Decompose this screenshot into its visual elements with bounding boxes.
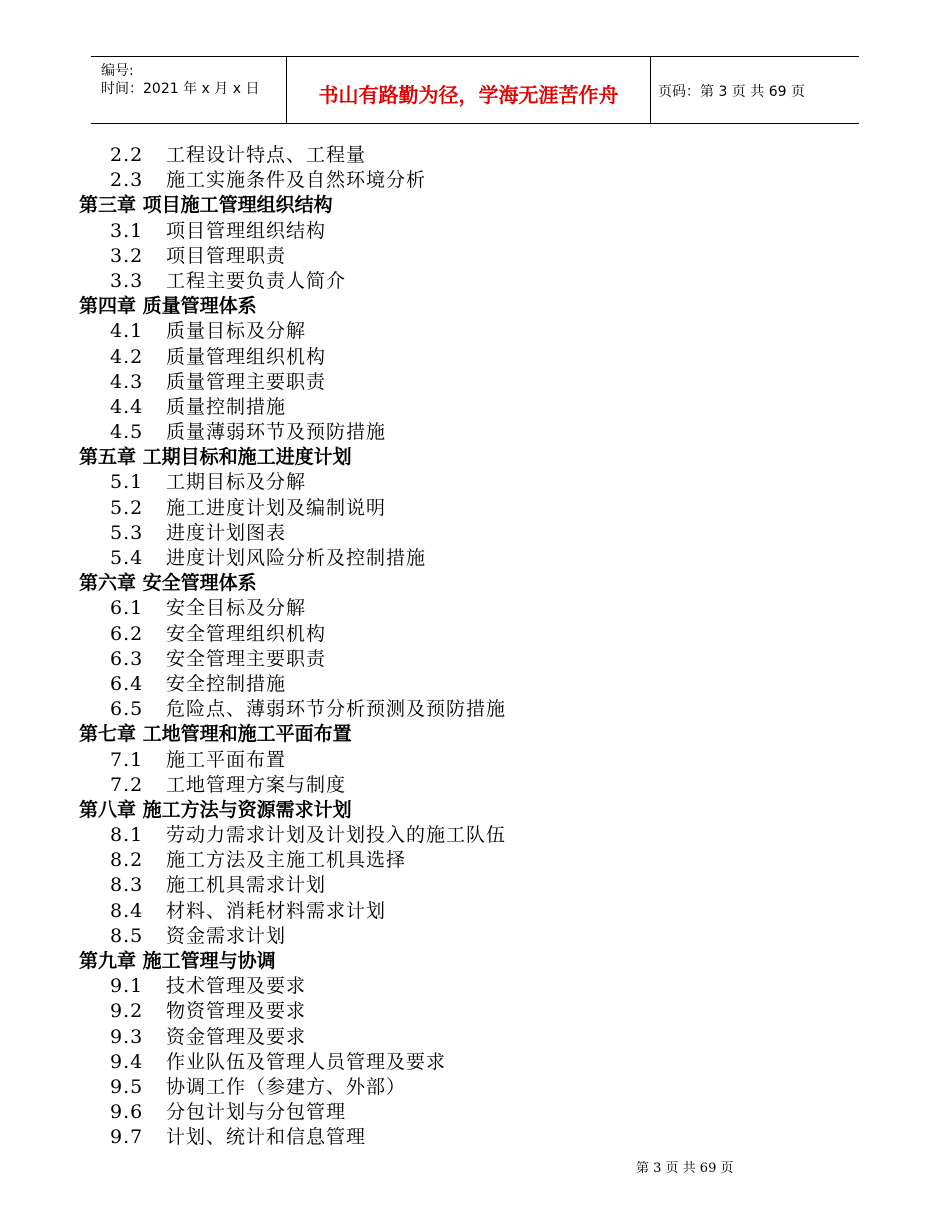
toc-section-entry <box>0 596 950 621</box>
toc-chapter-heading: 第八章 施工方法与资源需求计划 <box>79 798 352 821</box>
toc-section-entry <box>0 748 950 773</box>
page-header <box>91 56 859 124</box>
toc-section-title: 协调工作（参建方、外部） <box>166 1075 407 1098</box>
toc-section-number: 9.3 <box>110 1025 144 1048</box>
toc-section-number: 3.3 <box>110 269 144 292</box>
toc-section-entry <box>0 319 950 344</box>
toc-section-entry <box>0 470 950 495</box>
document-date-label: 时间：2021 年 x 月 x 日 <box>101 81 260 97</box>
toc-section-title: 质量目标及分解 <box>166 320 307 343</box>
toc-section-number: 3.1 <box>110 219 144 242</box>
toc-section-title: 项目管理职责 <box>166 244 287 267</box>
toc-section-title: 质量管理组织机构 <box>166 345 327 368</box>
toc-section-number: 9.6 <box>110 1101 144 1124</box>
toc-section-title: 质量管理主要职责 <box>166 370 327 393</box>
toc-section-number: 6.1 <box>110 597 144 620</box>
toc-chapter-heading: 第四章 质量管理体系 <box>79 295 257 318</box>
header-motto-cell <box>286 57 651 123</box>
toc-section-number: 4.5 <box>110 421 144 444</box>
toc-section-entry <box>0 1125 950 1150</box>
toc-section-entry <box>0 143 950 168</box>
toc-section-title: 工地管理方案与制度 <box>166 773 347 796</box>
toc-section-number: 4.3 <box>110 370 144 393</box>
toc-section-number: 6.2 <box>110 622 144 645</box>
toc-section-title: 施工机具需求计划 <box>166 874 327 897</box>
toc-section-entry <box>0 924 950 949</box>
toc-chapter-heading: 第三章 项目施工管理组织结构 <box>79 194 333 217</box>
toc-section-title: 进度计划风险分析及控制措施 <box>166 547 427 569</box>
toc-section-title: 工程设计特点、工程量 <box>166 144 367 166</box>
header-meta-cell <box>91 57 286 123</box>
toc-section-title: 劳动力需求计划及计划投入的施工队伍 <box>166 824 507 847</box>
toc-section-entry <box>0 496 950 521</box>
toc-section-entry <box>0 999 950 1024</box>
toc-section-number: 5.4 <box>110 547 144 569</box>
toc-section-number: 9.7 <box>110 1126 144 1149</box>
toc-section-entry <box>0 219 950 244</box>
toc-section-title: 安全控制措施 <box>166 672 287 695</box>
toc-section-number: 5.3 <box>110 521 144 544</box>
toc-section-title: 技术管理及要求 <box>166 975 307 998</box>
header-motto: 书山有路勤为径，学海无涯苦作舟 <box>318 83 619 107</box>
toc-section-title: 作业队伍及管理人员管理及要求 <box>166 1050 447 1073</box>
toc-section-title: 工程主要负责人简介 <box>166 269 347 292</box>
toc-section-number: 7.1 <box>110 748 144 771</box>
toc-section-number: 8.3 <box>110 874 144 897</box>
toc-section-entry <box>0 1100 950 1125</box>
toc-section-entry <box>0 873 950 898</box>
toc-section-entry <box>0 345 950 370</box>
toc-section-title: 安全目标及分解 <box>166 597 307 620</box>
toc-section-title: 工期目标及分解 <box>166 471 307 494</box>
toc-section-number: 4.1 <box>110 320 144 343</box>
toc-section-title: 材料、消耗材料需求计划 <box>166 899 387 922</box>
toc-section-title: 施工方法及主施工机具选择 <box>166 849 407 872</box>
toc-section-entry <box>0 622 950 647</box>
toc-section-entry <box>0 848 950 873</box>
toc-section-title: 施工进度计划及编制说明 <box>166 496 387 519</box>
toc-section-entry <box>0 1025 950 1050</box>
toc-section-number: 3.2 <box>110 244 144 267</box>
toc-section-title: 质量薄弱环节及预防措施 <box>166 421 387 444</box>
toc-section-entry <box>0 773 950 798</box>
toc-chapter-heading: 第六章 安全管理体系 <box>79 572 257 595</box>
toc-section-entry <box>0 269 950 294</box>
toc-section-entry <box>0 672 950 697</box>
toc-section-title: 安全管理主要职责 <box>166 647 327 670</box>
toc-section-entry <box>0 420 950 445</box>
toc-section-entry <box>0 974 950 999</box>
toc-chapter-heading: 第五章 工期目标和施工进度计划 <box>79 446 352 469</box>
toc-section-number: 6.3 <box>110 647 144 670</box>
table-of-contents <box>0 143 950 1151</box>
toc-section-number: 5.2 <box>110 496 144 519</box>
toc-section-entry <box>0 370 950 395</box>
toc-section-entry <box>0 395 950 420</box>
toc-section-title: 资金需求计划 <box>166 924 287 947</box>
toc-section-entry <box>0 1050 950 1075</box>
toc-section-entry <box>0 823 950 848</box>
toc-section-number: 6.5 <box>110 698 144 721</box>
toc-section-entry <box>0 244 950 269</box>
toc-section-title: 施工实施条件及自然环境分析 <box>166 169 427 192</box>
toc-section-title: 物资管理及要求 <box>166 1000 307 1023</box>
toc-section-entry <box>0 647 950 672</box>
toc-section-entry <box>0 168 950 193</box>
toc-section-title: 项目管理组织结构 <box>166 219 327 242</box>
toc-section-title: 计划、统计和信息管理 <box>166 1126 367 1149</box>
toc-section-number: 8.1 <box>110 824 144 847</box>
toc-section-number: 9.2 <box>110 1000 144 1023</box>
toc-section-number: 4.2 <box>110 345 144 368</box>
toc-section-number: 2.2 <box>110 144 144 166</box>
document-number-label: 编号: <box>101 63 134 79</box>
toc-section-title: 质量控制措施 <box>166 395 287 418</box>
toc-section-title: 分包计划与分包管理 <box>166 1101 347 1124</box>
header-page-number: 页码：第 3 页 共 69 页 <box>658 84 805 100</box>
toc-section-title: 资金管理及要求 <box>166 1025 307 1048</box>
toc-chapter-heading: 第七章 工地管理和施工平面布置 <box>79 723 352 746</box>
toc-section-number: 7.2 <box>110 773 144 796</box>
toc-section-entry <box>0 546 950 571</box>
toc-section-number: 8.2 <box>110 849 144 872</box>
toc-section-number: 9.5 <box>110 1075 144 1098</box>
footer-page-number: 第 3 页 共 69 页 <box>636 1161 734 1176</box>
toc-section-number: 6.4 <box>110 672 144 695</box>
toc-section-number: 2.3 <box>110 169 144 192</box>
toc-section-title: 危险点、薄弱环节分析预测及预防措施 <box>166 698 507 721</box>
toc-section-entry <box>0 1075 950 1100</box>
toc-section-entry <box>0 899 950 924</box>
toc-section-number: 5.1 <box>110 471 144 494</box>
toc-section-entry <box>0 521 950 546</box>
toc-section-title: 施工平面布置 <box>166 748 287 771</box>
toc-section-number: 9.4 <box>110 1050 144 1073</box>
toc-section-title: 安全管理组织机构 <box>166 622 327 645</box>
toc-section-number: 8.4 <box>110 899 144 922</box>
header-page-cell <box>650 57 859 123</box>
toc-section-entry <box>0 697 950 722</box>
toc-section-title: 进度计划图表 <box>166 521 287 544</box>
toc-section-number: 9.1 <box>110 975 144 998</box>
toc-chapter-heading: 第九章 施工管理与协调 <box>79 950 276 972</box>
toc-section-number: 4.4 <box>110 395 144 418</box>
toc-section-number: 8.5 <box>110 924 144 947</box>
